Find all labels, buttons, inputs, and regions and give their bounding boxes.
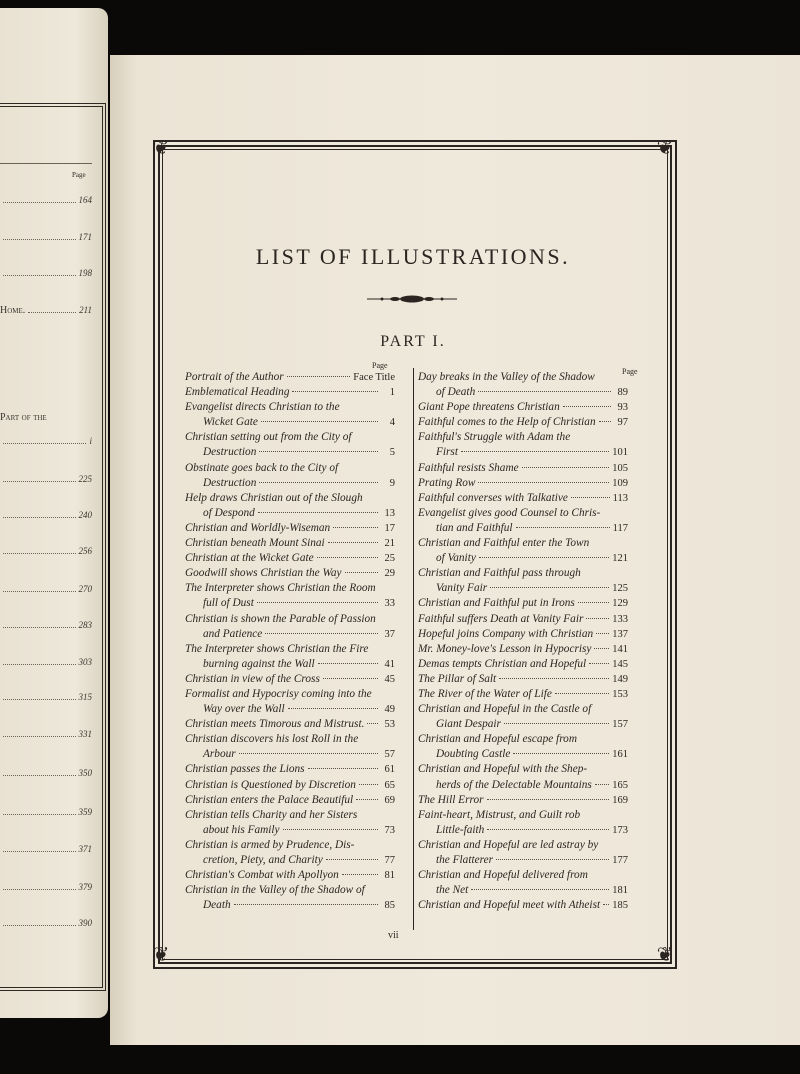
left-page-entry-page: 350 xyxy=(78,768,92,778)
dot-leader xyxy=(283,829,378,830)
illustration-entry xyxy=(418,627,628,642)
left-page-entry xyxy=(0,657,92,667)
illustration-title: Mr. Money-love's Lesson in Hypocrisy xyxy=(418,642,592,655)
illustration-title: Giant Despair xyxy=(436,718,501,731)
illustration-title: Christian and Faithful pass through xyxy=(418,567,581,580)
dot-leader xyxy=(3,627,76,628)
illustration-page-number: 105 xyxy=(612,462,628,474)
dot-leader xyxy=(259,482,378,483)
illustration-title: Death xyxy=(203,899,231,912)
left-page-entry-page: 198 xyxy=(78,268,92,278)
illustration-title: Christian is Questioned by Discretion xyxy=(185,778,356,791)
dot-leader xyxy=(461,451,609,452)
illustration-entry xyxy=(185,551,395,566)
left-page-entry-page: 164 xyxy=(78,195,92,205)
left-page-entry xyxy=(0,305,92,316)
illustration-title: tian and Faithful xyxy=(436,521,513,534)
illustrations-right-column xyxy=(418,370,628,913)
illustration-page-number: 53 xyxy=(384,719,395,731)
illustration-page-number: 45 xyxy=(384,673,395,685)
illustration-title: Giant Pope threatens Christian xyxy=(418,401,560,414)
illustration-page-number: 69 xyxy=(384,794,395,806)
illustration-title: Christian and Hopeful meet with Atheist xyxy=(418,899,601,912)
illustration-title: the Flatterer xyxy=(436,854,493,866)
part-heading: PART I. xyxy=(380,333,446,350)
left-page-entry-page: 359 xyxy=(78,807,92,817)
illustration-title: The River of the Water of Life xyxy=(418,687,552,700)
dot-leader xyxy=(3,591,76,592)
dot-leader xyxy=(596,633,609,634)
left-page-entry-page: 211 xyxy=(79,305,92,315)
illustration-page-number: 121 xyxy=(612,553,628,565)
dot-leader xyxy=(3,736,76,737)
left-page-entry-page: 315 xyxy=(78,692,92,702)
illustration-page-number: 17 xyxy=(384,522,395,534)
dot-leader xyxy=(3,443,86,444)
dot-leader xyxy=(496,859,609,860)
left-page-entry-page: 390 xyxy=(78,918,92,928)
left-page-entry xyxy=(0,436,92,446)
illustration-entry xyxy=(185,778,395,793)
left-page xyxy=(0,8,108,1018)
illustration-title: Christian discovers his lost Roll in the xyxy=(185,733,359,746)
illustration-page-number: 97 xyxy=(617,417,628,429)
dot-leader xyxy=(342,874,378,875)
illustration-title: burning against the Wall xyxy=(203,657,315,670)
illustration-page-number: 37 xyxy=(384,628,395,640)
illustration-title: Christian's Combat with Apollyon xyxy=(185,869,339,882)
illustration-title: Christian and Hopeful delivered from xyxy=(418,869,588,882)
illustration-entry xyxy=(185,808,395,838)
illustration-title: Obstinate goes back to the City of xyxy=(185,461,339,474)
illustration-title: Emblematical Heading xyxy=(185,386,290,399)
illustration-page-number: 181 xyxy=(612,885,628,897)
illustration-page-number: 65 xyxy=(384,779,395,791)
left-page-entry xyxy=(0,918,92,928)
illustration-entry xyxy=(185,566,395,581)
illustration-title: of Vanity xyxy=(436,552,476,565)
illustration-title: full of Dust xyxy=(203,597,254,610)
illustration-page-number: 145 xyxy=(612,658,628,670)
illustration-entry xyxy=(418,793,628,808)
dot-leader xyxy=(522,467,610,468)
illustration-entry xyxy=(185,732,395,762)
illustration-entry xyxy=(418,687,628,702)
illustration-entry xyxy=(185,868,395,883)
illustration-entry xyxy=(185,385,395,400)
left-page-entry-page: 371 xyxy=(78,844,92,854)
dot-leader xyxy=(333,527,378,528)
illustration-entry xyxy=(418,370,628,400)
illustration-page-number: 93 xyxy=(617,402,628,414)
illustration-page-number: 177 xyxy=(612,855,628,866)
illustration-title: Christian and Hopeful with the Shep- xyxy=(418,763,588,776)
illustration-page-number: 125 xyxy=(612,583,628,595)
illustration-entry xyxy=(185,612,395,642)
illustration-title: Faithful converses with Talkative xyxy=(418,491,568,504)
illustration-title: Portrait of the Author xyxy=(185,371,284,383)
dot-leader xyxy=(487,799,610,800)
illustration-title: Faithful's Struggle with Adam the xyxy=(418,431,571,444)
illustration-title: Christian setting out from the City of xyxy=(185,431,352,444)
illustration-title: about his Family xyxy=(203,823,280,836)
illustrations-left-column xyxy=(185,370,395,913)
page-column-header: Page xyxy=(372,361,388,370)
left-page-entry-page: 379 xyxy=(78,882,92,892)
illustration-entry xyxy=(418,536,628,566)
dot-leader xyxy=(603,904,609,905)
illustration-entry xyxy=(418,506,628,536)
illustration-entry xyxy=(418,702,628,732)
corner-ornament-icon: ❦ xyxy=(152,137,170,159)
illustration-entry xyxy=(185,400,395,430)
illustration-title: Vanity Fair xyxy=(436,582,488,595)
left-page-entry-page: 283 xyxy=(78,620,92,630)
dot-leader xyxy=(589,663,609,664)
dot-leader xyxy=(599,421,611,422)
dot-leader xyxy=(367,723,378,724)
illustration-entry xyxy=(185,521,395,536)
dot-leader xyxy=(595,784,609,785)
illustration-entry xyxy=(418,476,628,491)
dot-leader xyxy=(478,391,611,392)
left-page-entry xyxy=(0,195,92,205)
dot-leader xyxy=(471,889,609,890)
dot-leader xyxy=(594,648,609,649)
illustration-page-number: 169 xyxy=(612,794,628,806)
left-page-entry xyxy=(0,412,92,423)
illustration-entry xyxy=(418,657,628,672)
left-page-entry-page: 225 xyxy=(78,474,92,484)
illustration-title: cretion, Piety, and Charity xyxy=(203,854,323,866)
illustration-title: Christian and Faithful enter the Town xyxy=(418,537,590,550)
illustration-entry xyxy=(185,762,395,777)
dot-leader xyxy=(3,239,76,240)
left-page-entry-page: 256 xyxy=(78,546,92,556)
illustration-title: Christian and Hopeful escape from xyxy=(418,733,577,746)
illustration-title: Arbour xyxy=(203,748,236,761)
illustration-entry xyxy=(418,596,628,611)
illustration-page-number: 21 xyxy=(384,538,395,550)
illustration-title: Christian is shown the Parable of Passion xyxy=(185,612,376,625)
illustration-page-number: 113 xyxy=(612,492,628,504)
illustration-entry xyxy=(185,536,395,551)
corner-ornament-icon: ❦ xyxy=(152,944,170,966)
illustration-entry xyxy=(418,461,628,476)
illustration-page-number: 13 xyxy=(384,507,395,519)
illustration-title: Evangelist gives good Counsel to Chris- xyxy=(418,506,601,519)
corner-ornament-icon: ❦ xyxy=(656,137,674,159)
illustration-page-number: Face Title xyxy=(353,372,395,383)
illustration-page-number: 9 xyxy=(389,477,395,489)
illustration-title: Christian and Faithful put in Irons xyxy=(418,597,575,610)
left-page-entry-page: 171 xyxy=(78,232,92,242)
dot-leader xyxy=(258,512,378,513)
illustration-entry xyxy=(185,581,395,611)
illustration-page-number: 85 xyxy=(384,900,395,912)
illustration-title: The Interpreter shows Christian the Room xyxy=(185,582,376,595)
dot-leader xyxy=(328,542,378,543)
illustration-title: of Death xyxy=(436,386,476,399)
left-page-entry xyxy=(0,510,92,520)
illustration-title: Hopeful joins Company with Christian xyxy=(418,627,594,640)
illustration-page-number: 1 xyxy=(389,387,395,399)
dot-leader xyxy=(3,889,76,890)
dot-leader xyxy=(288,708,378,709)
left-page-entry xyxy=(0,807,92,817)
illustration-page-number: 149 xyxy=(612,673,628,685)
illustration-page-number: 89 xyxy=(617,387,628,399)
illustration-title: Destruction xyxy=(203,446,257,459)
illustration-page-number: 117 xyxy=(612,522,628,534)
illustration-entry xyxy=(185,717,395,732)
illustration-title: Goodwill shows Christian the Way xyxy=(185,567,342,580)
illustration-title: Christian passes the Lions xyxy=(185,763,305,776)
dot-leader xyxy=(318,663,378,664)
left-page-entry xyxy=(0,882,92,892)
illustration-title: Christian is armed by Prudence, Dis- xyxy=(185,838,355,851)
illustration-title: the Net xyxy=(436,884,469,897)
dot-leader xyxy=(259,451,378,452)
illustration-entry xyxy=(185,461,395,491)
illustration-title: Faithful resists Shame xyxy=(418,461,519,474)
illustration-title: Christian and Hopeful are led astray by xyxy=(418,838,599,851)
dot-leader xyxy=(479,557,609,558)
illustration-title: Way over the Wall xyxy=(203,703,285,716)
dot-leader xyxy=(234,904,378,905)
illustration-entry xyxy=(418,732,628,762)
illustration-entry xyxy=(185,672,395,687)
dot-leader xyxy=(504,723,609,724)
illustration-page-number: 165 xyxy=(612,779,628,791)
illustration-page-number: 109 xyxy=(612,477,628,489)
illustration-title: Faithful comes to the Help of Christian xyxy=(418,416,596,429)
illustration-page-number: 5 xyxy=(389,447,395,459)
dot-leader xyxy=(292,391,378,392)
illustration-entry xyxy=(418,491,628,506)
dot-leader xyxy=(3,481,76,482)
dot-leader xyxy=(3,775,76,776)
illustration-title: Faint-heart, Mistrust, and Guilt rob xyxy=(418,808,581,821)
illustration-title: The Interpreter shows Christian the Fire xyxy=(185,642,369,655)
illustration-title: Doubting Castle xyxy=(436,748,511,761)
dot-leader xyxy=(261,421,378,422)
illustration-title: Christian in the Valley of the Shadow of xyxy=(185,884,365,897)
illustration-title: Wicket Gate xyxy=(203,416,258,429)
illustration-title: Christian enters the Palace Beautiful xyxy=(185,793,354,806)
page-column-header: Page xyxy=(622,367,638,376)
illustration-page-number: 141 xyxy=(612,643,628,655)
illustration-entry xyxy=(185,491,395,521)
illustration-page-number: 33 xyxy=(384,598,395,610)
illustration-title: Faithful suffers Death at Vanity Fair xyxy=(418,612,584,625)
illustration-page-number: 41 xyxy=(384,658,395,670)
dot-leader xyxy=(326,859,378,860)
illustration-title: Destruction xyxy=(203,476,257,489)
illustration-title: Christian at the Wicket Gate xyxy=(185,552,314,565)
left-page-entry-page: 270 xyxy=(78,584,92,594)
dot-leader xyxy=(3,699,76,700)
illustration-entry xyxy=(418,642,628,657)
illustration-entry xyxy=(185,883,395,913)
dot-leader xyxy=(555,693,609,694)
illustration-title: of Despond xyxy=(203,506,255,519)
page-title: LIST OF ILLUSTRATIONS. xyxy=(255,244,571,269)
illustration-entry xyxy=(185,370,395,385)
illustration-entry xyxy=(418,898,628,913)
left-page-entry xyxy=(0,768,92,778)
illustration-entry xyxy=(418,566,628,596)
illustration-title: Christian tells Charity and her Sisters xyxy=(185,808,358,821)
illustration-entry xyxy=(418,415,628,430)
illustration-page-number: 173 xyxy=(612,824,628,836)
dot-leader xyxy=(578,602,609,603)
dot-leader xyxy=(3,517,76,518)
illustration-page-number: 153 xyxy=(612,688,628,700)
illustration-title: Christian in view of the Cross xyxy=(185,672,320,685)
left-page-entry xyxy=(0,546,92,556)
dot-leader xyxy=(3,275,76,276)
dot-leader xyxy=(3,925,76,926)
dot-leader xyxy=(487,829,609,830)
dot-leader xyxy=(257,602,378,603)
left-page-entry xyxy=(0,584,92,594)
illustration-title: Christian beneath Mount Sinai xyxy=(185,537,325,550)
dot-leader xyxy=(3,814,76,815)
left-page-entry xyxy=(0,729,92,739)
dot-leader xyxy=(3,851,76,852)
illustration-title: Little-faith xyxy=(436,823,485,836)
column-divider xyxy=(413,368,414,930)
illustration-entry xyxy=(418,838,628,868)
illustration-page-number: 161 xyxy=(612,749,628,761)
illustration-entry xyxy=(418,808,628,838)
illustration-page-number: 61 xyxy=(384,764,395,776)
illustration-page-number: 25 xyxy=(384,553,395,565)
illustration-page-number: 77 xyxy=(384,855,395,866)
dot-leader xyxy=(345,572,378,573)
illustration-title: Formalist and Hypocrisy coming into the xyxy=(185,687,372,700)
illustration-title: Demas tempts Christian and Hopeful xyxy=(418,657,587,670)
left-page-entry-page: i xyxy=(89,436,92,446)
dot-leader xyxy=(499,678,609,679)
illustration-entry xyxy=(418,400,628,415)
illustration-page-number: 29 xyxy=(384,568,395,580)
illustration-entry xyxy=(185,687,395,717)
illustration-title: herds of the Delectable Mountains xyxy=(436,778,592,791)
illustration-page-number: 185 xyxy=(612,900,628,912)
left-page-entry-label: Home. xyxy=(0,305,26,316)
dot-leader xyxy=(3,553,76,554)
illustration-title: Christian and Worldly-Wiseman xyxy=(185,521,331,534)
illustration-entry xyxy=(418,868,628,898)
illustration-page-number: 133 xyxy=(612,613,628,625)
illustration-entry xyxy=(185,642,395,672)
illustration-title: Help draws Christian out of the Slough xyxy=(185,491,363,504)
corner-ornament-icon: ❦ xyxy=(656,944,674,966)
left-page-entry-page: 303 xyxy=(78,657,92,667)
illustration-page-number: 101 xyxy=(612,447,628,459)
left-page-entry-page: 331 xyxy=(78,729,92,739)
dot-leader xyxy=(317,557,378,558)
left-page-entry xyxy=(0,474,92,484)
dot-leader xyxy=(3,664,76,665)
dot-leader xyxy=(490,587,609,588)
dot-leader xyxy=(516,527,610,528)
illustration-entry xyxy=(185,430,395,460)
illustration-page-number: 129 xyxy=(612,598,628,610)
left-page-entry xyxy=(0,844,92,854)
left-page-header: Page xyxy=(72,171,86,179)
illustration-page-number: 4 xyxy=(389,417,395,429)
illustration-title: First xyxy=(436,446,458,459)
illustration-title: Day breaks in the Valley of the Shadow xyxy=(418,371,595,383)
illustration-page-number: 57 xyxy=(384,749,395,761)
left-page-entry xyxy=(0,692,92,702)
dot-leader xyxy=(308,768,378,769)
dot-leader xyxy=(265,633,378,634)
left-page-entry-label: Part of the xyxy=(0,412,47,423)
dot-leader xyxy=(478,482,609,483)
illustration-title: Christian and Hopeful in the Castle of xyxy=(418,703,592,716)
dot-leader xyxy=(513,753,609,754)
illustration-entry xyxy=(418,612,628,627)
illustration-entry xyxy=(418,672,628,687)
left-page-entry-page: 240 xyxy=(78,510,92,520)
illustration-page-number: 81 xyxy=(384,870,395,882)
illustration-title: The Hill Error xyxy=(418,793,484,806)
left-page-rule xyxy=(0,163,92,164)
dot-leader xyxy=(359,784,378,785)
illustration-entry xyxy=(185,838,395,868)
dot-leader xyxy=(323,678,378,679)
illustration-entry xyxy=(185,793,395,808)
left-page-entry xyxy=(0,232,92,242)
illustration-title: The Pillar of Salt xyxy=(418,672,497,685)
dot-leader xyxy=(239,753,378,754)
dot-leader xyxy=(356,799,378,800)
dot-leader xyxy=(28,312,76,313)
dot-leader xyxy=(3,202,76,203)
illustration-entry xyxy=(418,762,628,792)
left-page-entry xyxy=(0,620,92,630)
left-page-entry xyxy=(0,268,92,278)
illustration-entry xyxy=(418,430,628,460)
illustration-title: Prating Row xyxy=(418,476,476,489)
illustration-title: Christian meets Timorous and Mistrust. xyxy=(185,718,365,731)
dot-leader xyxy=(287,376,351,377)
illustration-page-number: 49 xyxy=(384,704,395,716)
illustration-title: Evangelist directs Christian to the xyxy=(185,401,340,414)
dot-leader xyxy=(586,618,609,619)
dot-leader xyxy=(571,497,610,498)
illustration-title: and Patience xyxy=(203,627,263,640)
illustration-page-number: 73 xyxy=(384,824,395,836)
illustration-page-number: 137 xyxy=(612,628,628,640)
title-ornament-icon xyxy=(367,294,457,304)
dot-leader xyxy=(563,406,611,407)
illustration-page-number: 157 xyxy=(612,719,628,731)
page-number: vii xyxy=(388,930,399,941)
